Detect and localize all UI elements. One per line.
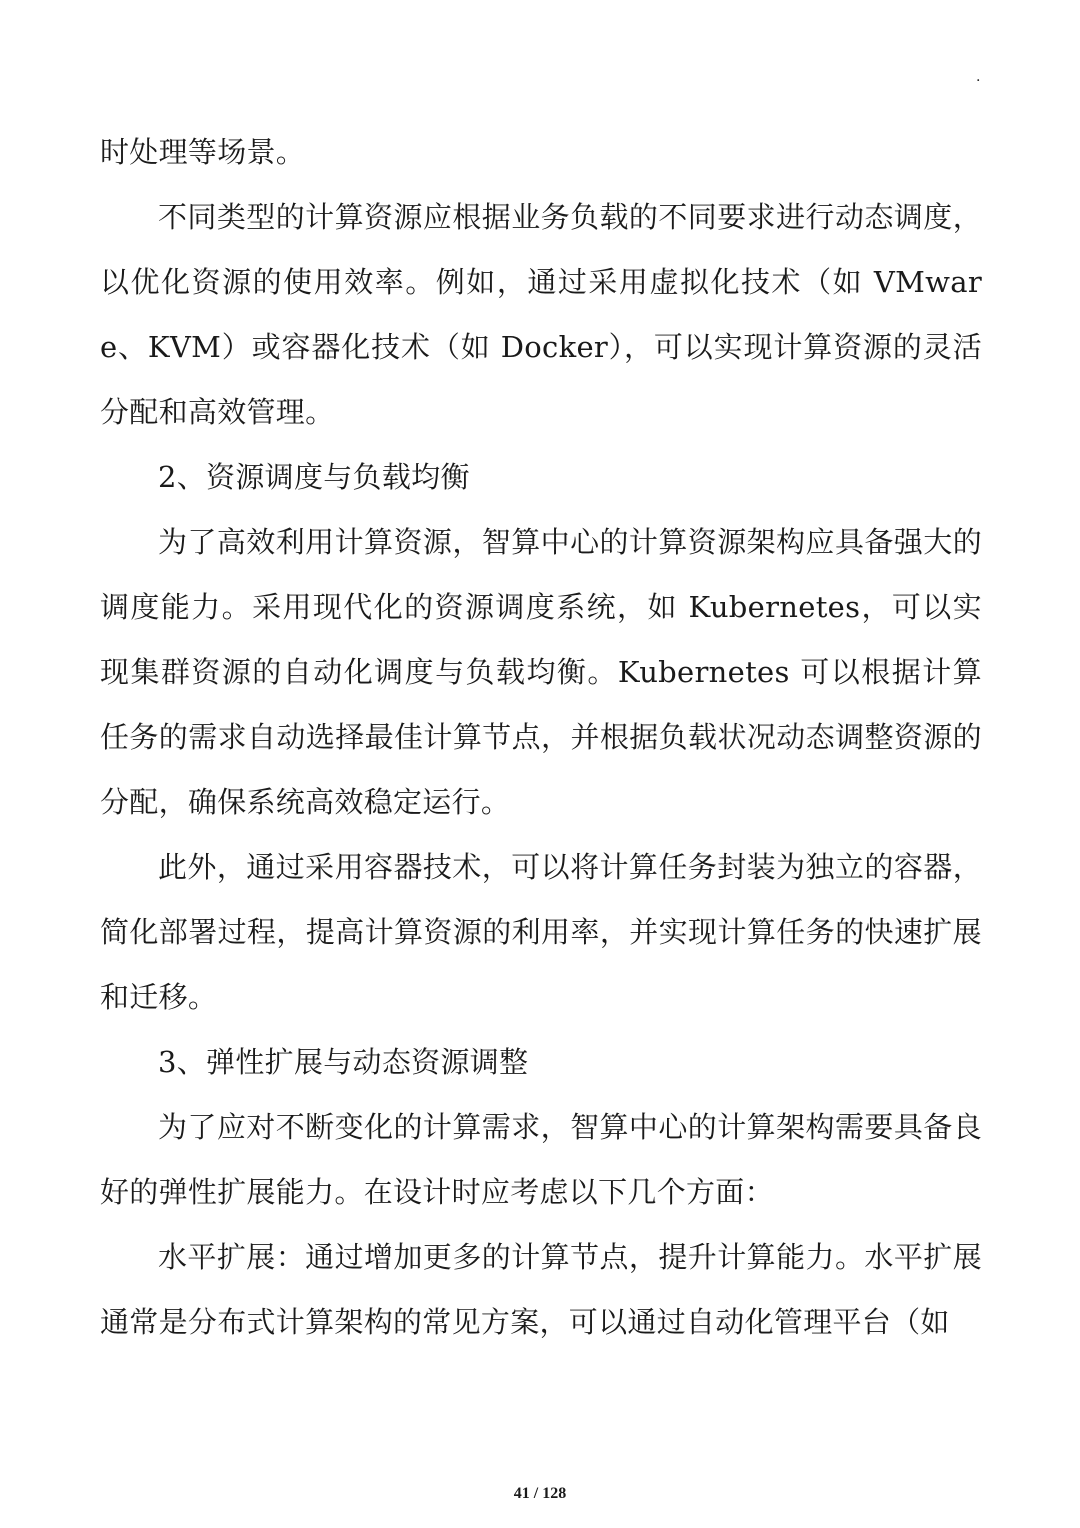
section-heading-3: 3、弹性扩展与动态资源调整 (158, 1045, 529, 1079)
paragraph-containers: 此外，通过采用容器技术，可以将计算任务封装为独立的容器，简化部署过程，提高计算资源的利用率，并实现计算任务的快速扩展和迁移。 (100, 850, 982, 1014)
paragraph-elastic-scaling: 为了应对不断变化的计算需求，智算中心的计算架构需要具备良好的弹性扩展能力。在设计时应考虑以下几个方面： (100, 1110, 982, 1209)
paragraph-resource-scheduling: 不同类型的计算资源应根据业务负载的不同要求进行动态调度，以优化资源的使用效率。例如，通过采用虚拟化技术（如 VMware、KVM）或容器化技术（如 Docker），可以实现计算资源的灵活分配和高效管理。 (100, 200, 982, 429)
corner-mark: . (976, 69, 981, 85)
paragraph-horizontal-scaling: 水平扩展：通过增加更多的计算节点，提升计算能力。水平扩展通常是分布式计算架构的常见方案，可以通过自动化管理平台（如 (100, 1240, 982, 1339)
document-body (100, 120, 982, 1355)
paragraph-continuation: 时处理等场景。 (100, 135, 306, 169)
paragraph-kubernetes: 为了高效利用计算资源，智算中心的计算资源架构应具备强大的调度能力。采用现代化的资源调度系统，如 Kubernetes，可以实现集群资源的自动化调度与负载均衡。Kubernetes 可以根据计算任务的需求自动选择最佳计算节点，并根据负载状况动态调整资源的分配，确保系统高效稳定运行。 (100, 525, 982, 819)
page-number: 41 / 128 (513, 1485, 567, 1502)
section-heading-2: 2、资源调度与负载均衡 (158, 460, 470, 494)
